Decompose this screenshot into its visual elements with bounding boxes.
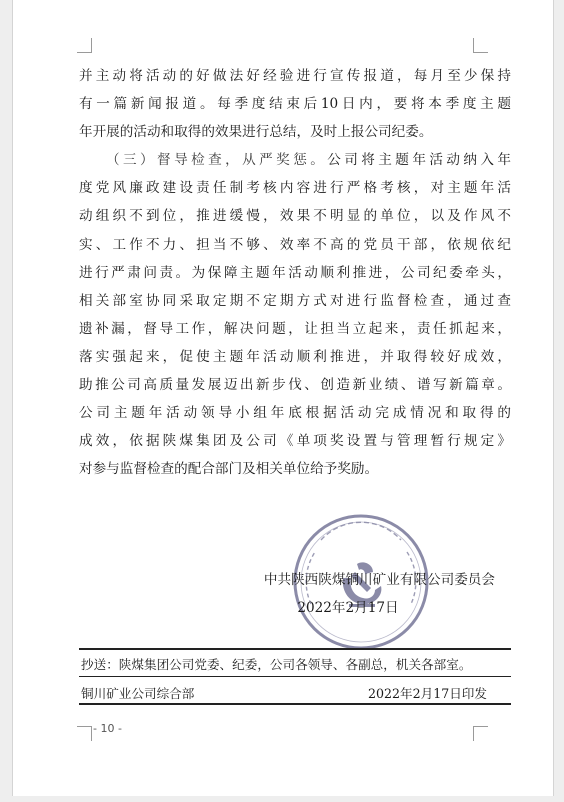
body-text xyxy=(79,62,511,483)
body-line: 有一篇新闻报道。每季度结束后10日内，要将本季度主题 xyxy=(79,96,511,113)
body-line xyxy=(79,146,511,174)
footer-rule-bottom xyxy=(79,703,511,705)
signature-organization: 中共陕西陕煤铜川矿业有限公司委员会 xyxy=(263,572,495,588)
body-line: 动组织不到位，推进缓慢，效果不明显的单位，以及作风不 xyxy=(79,208,511,225)
body-line: 度党风廉政建设责任制考核内容进行严格考核，对主题年活 xyxy=(79,180,511,197)
body-line: 成效，依据陕煤集团及公司《单项奖设置与管理暂行规定》 xyxy=(79,433,511,450)
crop-mark-top-right xyxy=(473,38,488,53)
body-line: 助推公司高质量发展迈出新步伐、创造新业绩、谱写新篇章。 xyxy=(79,377,511,394)
body-line: 实、工作不力、担当不够、效率不高的党员干部，依规依纪 xyxy=(79,236,511,253)
crop-mark-bottom-left xyxy=(77,726,92,741)
issuing-department: 铜川矿业公司综合部 xyxy=(81,686,195,701)
section-heading: （三）督导检查，从严奖惩。 xyxy=(106,152,328,169)
body-line: 公司主题年活动领导小组年底根据活动完成情况和取得的 xyxy=(79,405,511,422)
crop-mark-bottom-right xyxy=(473,726,488,741)
document-page xyxy=(12,0,554,796)
body-line: 对参与监督检查的配合部门及相关单位给予奖励。 xyxy=(79,461,379,478)
body-line: 进行严肃问责。为保障主题年活动顺利推进，公司纪委牵头， xyxy=(79,264,511,281)
issue-date: 2022年2月17日印发 xyxy=(367,686,487,701)
copy-to-line: 抄送：陕煤集团公司党委、纪委，公司各领导、各副总，机关各部室。 xyxy=(81,657,472,672)
footer-rule-middle xyxy=(79,676,511,677)
body-line: 并主动将活动的好做法好经验进行宣传报道，每月至少保持 xyxy=(79,68,511,84)
body-line-text: 公司将主题年活动纳入年 xyxy=(327,152,512,169)
body-line: 遗补漏，督导工作，解决问题，让担当立起来，责任抓起来， xyxy=(79,320,511,337)
body-line: 年开展的活动和取得的效果进行总结，及时上报公司纪委。 xyxy=(79,124,433,141)
page-number: - 10 - xyxy=(93,722,122,735)
signature-date: 2022年2月17日 xyxy=(297,600,399,616)
footer-rule-top xyxy=(79,648,511,650)
crop-mark-top-left xyxy=(77,38,92,53)
body-line: 落实强起来，促使主题年活动顺利推进，并取得较好成效， xyxy=(79,348,511,365)
body-line: 相关部室协同采取定期不定期方式对进行监督检查，通过查 xyxy=(79,292,511,309)
